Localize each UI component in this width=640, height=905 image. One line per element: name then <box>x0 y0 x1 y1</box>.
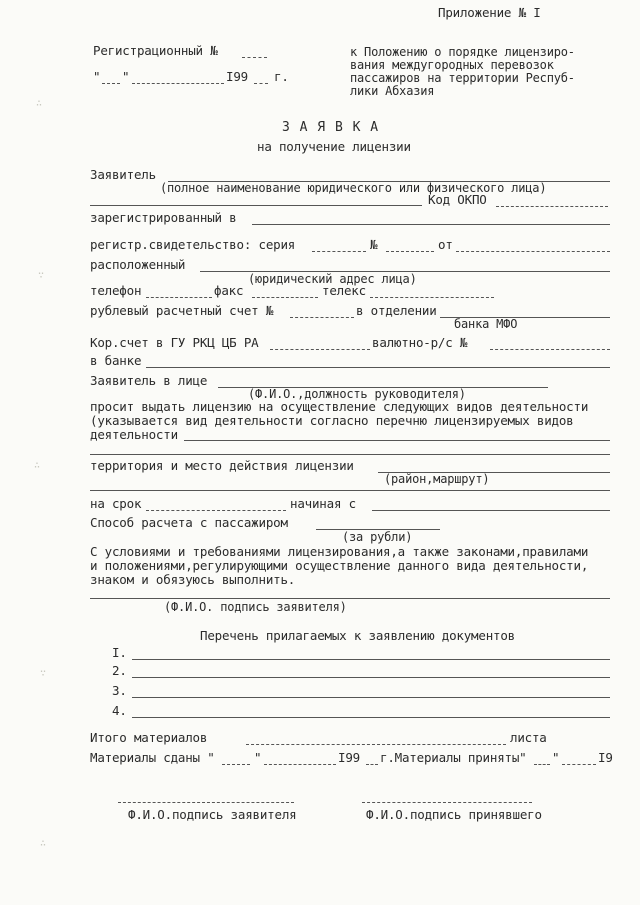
corr-account-field[interactable] <box>270 349 370 350</box>
applicant-sign-field[interactable] <box>118 802 294 803</box>
payment-hint: (за рубли) <box>342 530 413 544</box>
telex-label: телекс <box>322 283 366 298</box>
submitted-day-field[interactable] <box>222 764 250 765</box>
appendix-title: Приложение № I <box>438 5 541 20</box>
receiver-sign-label: Ф.И.О.подпись принявшего <box>366 807 542 822</box>
payment-label: Способ расчета с пассажиром <box>90 515 288 530</box>
document-field-1[interactable] <box>132 659 610 660</box>
margin-mark: ∴ <box>40 838 47 849</box>
corr-account-label: Кор.счет в ГУ РКЦ ЦБ РА <box>90 335 259 350</box>
cert-series-field[interactable] <box>312 251 366 252</box>
applicant-hint: (полное наименование юридического или физического лица) <box>160 181 547 195</box>
total-field[interactable] <box>246 744 506 745</box>
territory-field-2[interactable] <box>90 490 610 491</box>
starting-field[interactable] <box>372 510 610 511</box>
registered-in-field[interactable] <box>252 224 610 225</box>
submitted-month-field[interactable] <box>264 764 336 765</box>
cert-number-field[interactable] <box>386 251 434 252</box>
receiver-sign-field[interactable] <box>362 802 532 803</box>
reg-year-label: I99 <box>226 69 248 84</box>
reg-day-field[interactable] <box>102 83 120 84</box>
cert-date-field[interactable] <box>456 251 610 252</box>
territory-label: территория и место действия лицензии <box>90 458 354 473</box>
phone-label: телефон <box>90 283 142 298</box>
cert-from-label: от <box>438 237 453 252</box>
document-item-1: I. <box>112 645 127 660</box>
fax-label: факс <box>214 283 244 298</box>
currency-account-field[interactable] <box>490 349 610 350</box>
margin-mark: ∴ <box>34 460 41 471</box>
request-line-3: деятельности <box>90 427 178 442</box>
okpo-field[interactable] <box>496 206 608 207</box>
registration-number-field[interactable] <box>242 57 267 58</box>
applicant-sign-label: Ф.И.О.подпись заявителя <box>128 807 297 822</box>
document-item-2: 2. <box>112 663 127 678</box>
signature-field[interactable] <box>90 598 610 599</box>
reg-month-field[interactable] <box>132 83 224 84</box>
applicant-person-label: Заявитель в лице <box>90 373 208 388</box>
submitted-quote: " <box>254 750 262 765</box>
reg-year-field[interactable] <box>254 83 268 84</box>
telex-field[interactable] <box>370 297 494 298</box>
request-line-2: (указывается вид деятельности согласно перечню лицензируемых видов <box>90 413 574 428</box>
located-label: расположенный <box>90 257 186 272</box>
applicant-person-hint: (Ф.И.О.,должность руководителя) <box>248 387 466 401</box>
bank-field[interactable] <box>146 367 610 368</box>
registration-number-label: Регистрационный № <box>93 43 218 58</box>
accepted-quote: " <box>552 750 560 765</box>
bank-mfo-label: банка МФО <box>454 317 518 331</box>
margin-mark: ∵ <box>40 668 47 679</box>
total-label: Итого материалов <box>90 730 208 745</box>
reg-date-quote-close: " <box>122 69 130 84</box>
reg-year-suffix: г. <box>274 69 289 84</box>
starting-label: начиная с <box>290 496 356 511</box>
document-title: З А Я В К А <box>282 120 380 135</box>
document-field-2[interactable] <box>132 677 610 678</box>
document-field-4[interactable] <box>132 717 610 718</box>
located-hint: (юридический адрес лица) <box>248 272 417 286</box>
signature-hint: (Ф.И.О. подпись заявителя) <box>164 600 347 614</box>
document-item-4: 4. <box>112 703 127 718</box>
submitted-year-field[interactable] <box>366 764 378 765</box>
appendix-line-4: лики Абхазия <box>350 84 435 98</box>
term-field[interactable] <box>146 510 286 511</box>
accepted-day-field[interactable] <box>534 764 550 765</box>
territory-hint: (район,маршрут) <box>384 472 490 486</box>
ruble-account-label: рублевый расчетный счет № <box>90 303 274 318</box>
term-label: на срок <box>90 496 142 511</box>
currency-account-label: валютно-р/с № <box>372 335 468 350</box>
appendix-line-1: к Положению о порядке лицензиро- <box>350 45 575 59</box>
activity-field-1[interactable] <box>184 440 610 441</box>
certificate-label: регистр.свидетельство: серия <box>90 237 296 252</box>
in-branch-label: в отделении <box>356 303 437 318</box>
margin-mark: ∴ <box>36 98 43 109</box>
activity-field-2[interactable] <box>90 454 610 455</box>
reg-date-quote-open: " <box>93 69 101 84</box>
document-item-3: 3. <box>112 683 127 698</box>
document-subtitle: на получение лицензии <box>257 139 411 154</box>
document-field-3[interactable] <box>132 697 610 698</box>
margin-mark: ∵ <box>38 270 45 281</box>
sheets-label: листа <box>510 730 547 745</box>
request-line-1: просит выдать лицензию на осуществление следующих видов деятельности <box>90 399 589 414</box>
conditions-line-1: С условиями и требованиями лицензирования,а также законами,правилами <box>90 544 589 559</box>
cert-no-label: № <box>370 237 378 252</box>
appendix-line-3: пассажиров на территории Респуб- <box>350 71 575 85</box>
accepted-label: г.Материалы приняты" <box>380 750 527 765</box>
applicant-label: Заявитель <box>90 167 156 182</box>
submitted-year: I99 <box>338 750 360 765</box>
documents-heading: Перечень прилагаемых к заявлению документов <box>200 628 516 643</box>
phone-field[interactable] <box>146 297 212 298</box>
submitted-label: Материалы сданы " <box>90 750 215 765</box>
conditions-line-3: знаком и обязуюсь выполнить. <box>90 572 296 587</box>
registered-in-label: зарегистрированный в <box>90 210 237 225</box>
okpo-label: Код ОКПО <box>428 192 487 207</box>
accepted-year: I9 <box>598 750 613 765</box>
fax-field[interactable] <box>252 297 318 298</box>
in-bank-label: в банке <box>90 353 142 368</box>
applicant-field-2[interactable] <box>90 205 422 206</box>
accepted-month-field[interactable] <box>562 764 596 765</box>
ruble-account-field[interactable] <box>290 317 354 318</box>
conditions-line-2: и положениями,регулирующими осуществление данного вида деятельности, <box>90 558 589 573</box>
appendix-line-2: вания междугородных перевозок <box>350 58 554 72</box>
